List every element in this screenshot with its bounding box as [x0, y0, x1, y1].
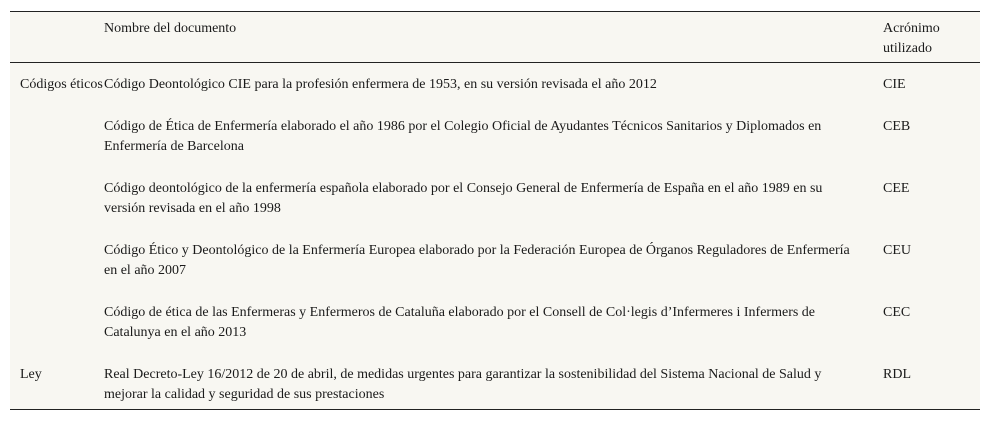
row-category: Ley [20, 367, 42, 382]
table-row [10, 343, 980, 409]
row-document-name: Real Decreto-Ley 16/2012 de 20 de abril, de medidas urgentes para garantizar la sostenibilidad del Sistema Nacional de Salud y mejorar la calidad y seguridad de sus prestaciones [104, 367, 822, 402]
row-acronym: CEC [883, 305, 911, 320]
row-category [10, 157, 104, 219]
row-document-name: Código Ético y Deontológico de la Enfermería Europea elaborado por la Federación Europea de Órganos Reguladores de Enfermería en el año 2007 [104, 243, 850, 278]
row-document-name: Código deontológico de la enfermería española elaborado por el Consejo General de Enfermería de España en el año 1989 en su versión revisada en el año 1998 [104, 181, 823, 216]
row-document-name: Código Deontológico CIE para la profesión enfermera de 1953, en su versión revisada el año 2012 [104, 77, 657, 92]
row-acronym: CEU [883, 243, 911, 258]
table-row [10, 219, 980, 281]
row-category [10, 95, 104, 157]
table-row [10, 63, 980, 96]
row-category: Códigos éticos [20, 77, 103, 92]
row-document-name: Código de ética de las Enfermeras y Enfermeros de Cataluña elaborado por el Consell de Col·legis d’Infermeres i Infermers de Catalunya en el año 2013 [104, 305, 816, 340]
header-row [10, 12, 980, 63]
row-acronym: CEE [883, 181, 910, 196]
header-category [10, 12, 104, 63]
header-acronym: Acrónimo utilizado [883, 21, 940, 56]
row-category [10, 219, 104, 281]
table-row [10, 281, 980, 343]
table-header [10, 12, 980, 63]
row-document-name: Código de Ética de Enfermería elaborado el año 1986 por el Colegio Oficial de Ayudantes Técnicos Sanitarios y Diplomados en Enfermería de Barcelona [104, 119, 822, 154]
table-body [10, 63, 980, 410]
row-category [10, 281, 104, 343]
row-acronym: CIE [883, 77, 906, 92]
table-row [10, 95, 980, 157]
header-document-name: Nombre del documento [104, 21, 237, 36]
row-acronym: RDL [883, 367, 911, 382]
row-acronym: CEB [883, 119, 911, 134]
documents-table-container [10, 11, 980, 410]
table-row [10, 157, 980, 219]
documents-table [10, 12, 980, 409]
